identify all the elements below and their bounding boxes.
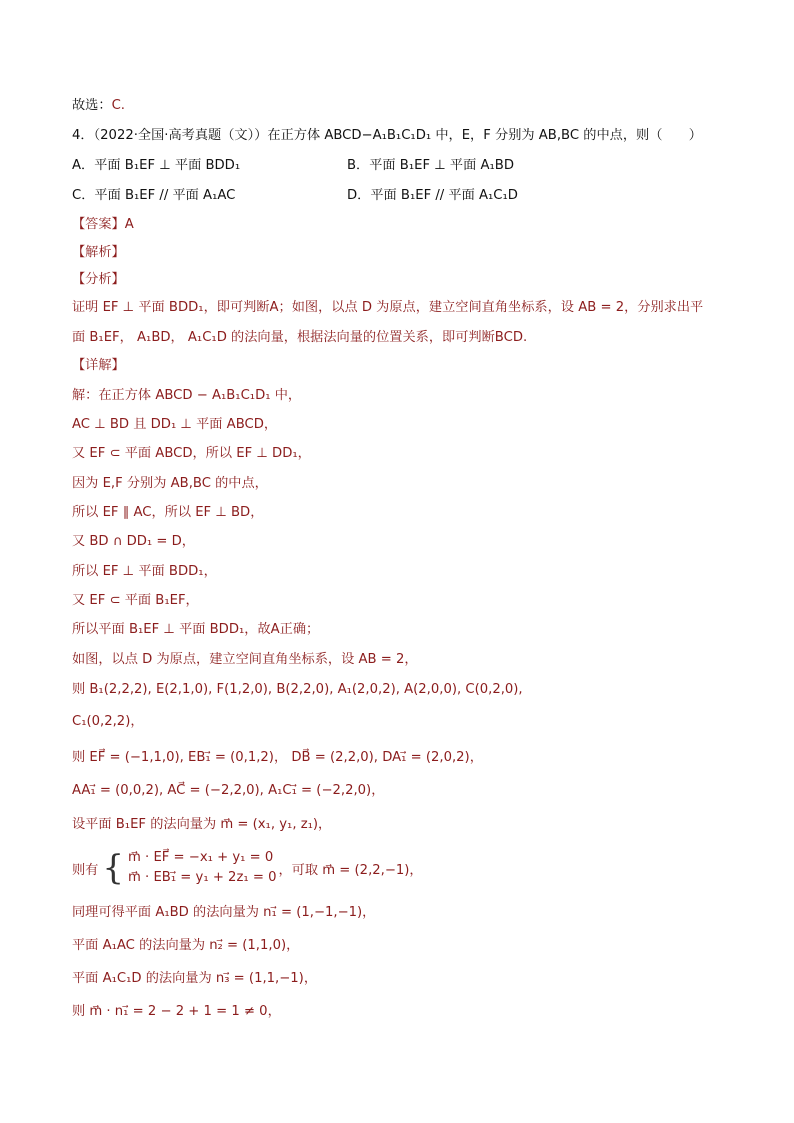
detail2-line: 平面 A₁AC 的法向量为 n₂⃗ = (1,1,0)，: [72, 938, 300, 953]
answer-choice: C.: [111, 98, 125, 113]
detail-line: 又 EF ⊂ 平面 ABCD，所以 EF ⊥ DD₁，: [72, 446, 311, 461]
system-prefix: 则有: [72, 862, 99, 878]
detail-line: 解：在正方体 ABCD − A₁B₁C₁D₁ 中，: [72, 388, 302, 403]
jiexi-tag: 【解析】: [72, 245, 125, 260]
options-row-1: [72, 156, 722, 176]
detail-line: 所以 EF ⊥ 平面 BDD₁，: [72, 564, 217, 579]
question-number: 4．: [72, 128, 94, 143]
system-eq-1: m⃗ · EF⃗ = −x₁ + y₁ = 0: [128, 850, 274, 865]
options-row-2: [72, 186, 722, 206]
detail-line: 则 B₁(2,2,2), E(2,1,0), F(1,2,0), B(2,2,0), A₁(2,0,2), A(2,0,0), C(0,2,0),: [72, 682, 523, 697]
answer-prefix: 故选：: [72, 98, 112, 113]
detail-line: 设平面 B₁EF 的法向量为 m⃗ = (x₁, y₁, z₁)，: [72, 817, 332, 832]
detail-line: 又 BD ∩ DD₁ = D，: [72, 534, 195, 549]
option-b: B．平面 B₁EF ⊥ 平面 A₁BD: [347, 158, 515, 173]
detail2-line: 平面 A₁C₁D 的法向量为 n₃⃗ = (1,1,−1)，: [72, 971, 318, 986]
question-text: 在正方体 ABCD−A₁B₁C₁D₁ 中，E，F 分别为 AB,BC 的中点，则（ ）: [267, 128, 702, 143]
detail-line: 所以 EF ∥ AC，所以 EF ⊥ BD，: [72, 505, 264, 520]
detail-line: 如图，以点 D 为原点，建立空间直角坐标系，设 AB = 2，: [72, 652, 418, 667]
detail-line: AC ⊥ BD 且 DD₁ ⊥ 平面 ABCD，: [72, 417, 278, 432]
system-suffix: ，可取 m⃗ = (2,2,−1)，: [278, 862, 423, 878]
equation-system: [72, 846, 423, 890]
fenxi-tag: 【分析】: [72, 272, 125, 287]
question-line: [72, 126, 702, 146]
option-a: A．平面 B₁EF ⊥ 平面 BDD₁: [72, 158, 241, 173]
detail2-line: 则 m⃗ · n₁⃗ = 2 − 2 + 1 = 1 ≠ 0，: [72, 1004, 281, 1019]
option-c: C．平面 B₁EF // 平面 A₁AC: [72, 188, 236, 203]
system-eq-2: m⃗ · EB₁⃗ = y₁ + 2z₁ = 0: [128, 870, 277, 885]
detail-line: 所以平面 B₁EF ⊥ 平面 BDD₁，故A正确；: [72, 622, 320, 637]
detail-line: AA₁⃗ = (0,0,2), AC⃗ = (−2,2,0), A₁C₁⃗ = (−2,2,0)，: [72, 783, 385, 798]
left-brace: {: [102, 848, 125, 888]
analysis-line-1: 证明 EF ⊥ 平面 BDD₁，即可判断A；如图，以点 D 为原点，建立空间直角坐标系，设 AB = 2，分别求出平: [72, 300, 704, 315]
option-d: D．平面 B₁EF // 平面 A₁C₁D: [347, 188, 518, 203]
detail-line: 又 EF ⊂ 平面 B₁EF，: [72, 593, 199, 608]
detail-line: 则 EF⃗ = (−1,1,0), EB₁⃗ = (0,1,2)， DB⃗ = (2,2,0), DA₁⃗ = (2,0,2)，: [72, 750, 483, 765]
detail2-line: 同理可得平面 A₁BD 的法向量为 n₁⃗ = (1,−1,−1)，: [72, 905, 376, 920]
detail-line: C₁(0,2,2)，: [72, 714, 144, 729]
answer-tag: 【答案】A: [72, 217, 134, 232]
detail-line: 因为 E,F 分别为 AB,BC 的中点，: [72, 476, 268, 491]
xiangjie-tag: 【详解】: [72, 358, 125, 373]
answer-line: [72, 96, 125, 116]
question-source: （2022·全国·高考真题（文））: [93, 128, 268, 143]
analysis-line-2: 面 B₁EF， A₁BD， A₁C₁D 的法向量，根据法向量的位置关系，即可判断BCD.: [72, 330, 528, 345]
system-equations: [128, 848, 276, 888]
